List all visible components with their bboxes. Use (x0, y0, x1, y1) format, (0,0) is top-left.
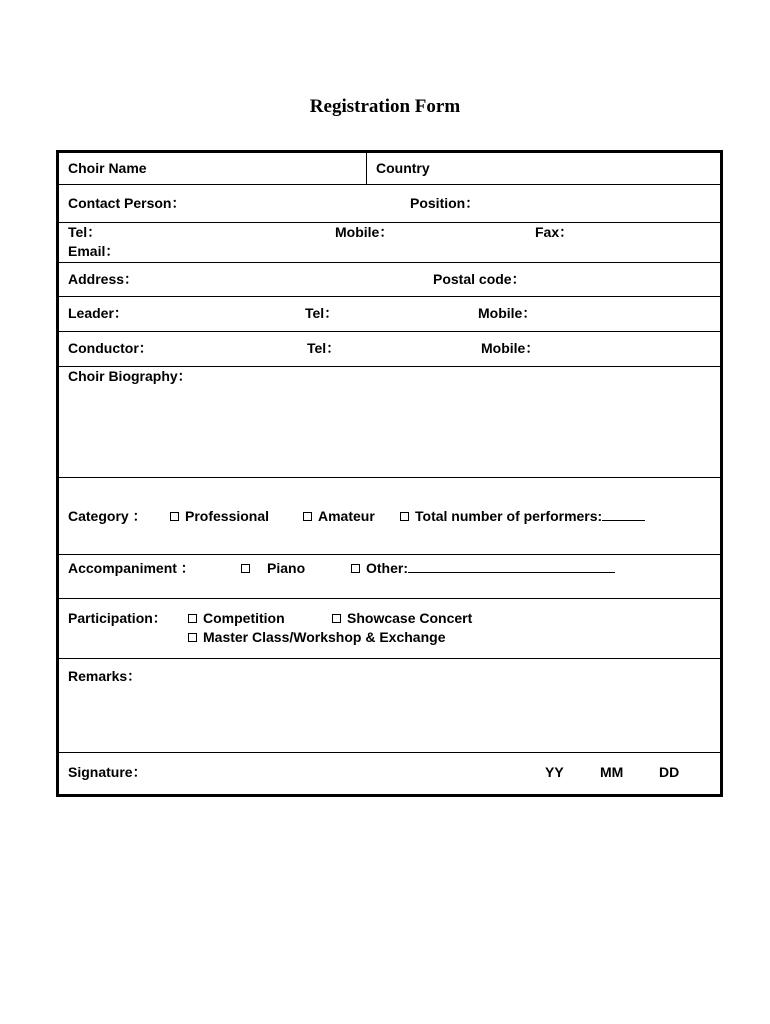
choir-name-label: Choir Name (68, 160, 147, 176)
position-label: Position： (410, 195, 480, 211)
leader-tel-label: Tel： (305, 305, 339, 321)
mobile-label: Mobile： (335, 224, 394, 240)
participation-showcase-option[interactable]: Showcase Concert (332, 610, 472, 627)
checkbox-icon[interactable] (332, 614, 341, 623)
form-table (58, 152, 721, 795)
category-amateur-option[interactable]: Amateur (303, 508, 375, 525)
remarks-label: Remarks： (68, 668, 142, 684)
participation-label: Participation： (68, 610, 167, 626)
date-day-label: DD (659, 764, 680, 780)
checkbox-icon[interactable] (170, 512, 179, 521)
category-professional-option[interactable]: Professional (170, 508, 269, 525)
checkbox-icon[interactable] (188, 614, 197, 623)
checkbox-icon[interactable] (351, 564, 360, 573)
checkbox-icon[interactable] (241, 564, 250, 573)
email-label: Email： (68, 243, 120, 259)
fax-label: Fax： (535, 224, 574, 240)
tel-label: Tel： (68, 224, 102, 240)
postal-code-label: Postal code： (433, 271, 526, 287)
choir-biography-label: Choir Biography： (68, 368, 192, 384)
checkbox-icon[interactable] (188, 633, 197, 642)
total-performers-field[interactable]: Total number of performers: (400, 508, 645, 525)
contact-person-label: Contact Person： (68, 195, 186, 211)
date-year-label: YY (545, 764, 564, 780)
accompaniment-label: Accompaniment ： (68, 560, 195, 576)
address-label: Address： (68, 271, 139, 287)
accompaniment-piano-option[interactable]: Piano (241, 560, 305, 577)
participation-competition-option[interactable]: Competition (188, 610, 285, 627)
date-month-label: MM (600, 764, 624, 780)
accompaniment-other-field[interactable]: Other: (351, 560, 615, 577)
conductor-mobile-label: Mobile： (481, 340, 540, 356)
checkbox-icon[interactable] (400, 512, 409, 521)
conductor-tel-label: Tel： (307, 340, 341, 356)
signature-label: Signature： (68, 764, 147, 780)
country-label: Country (376, 160, 430, 176)
leader-label: Leader： (68, 305, 128, 321)
checkbox-icon[interactable] (303, 512, 312, 521)
participation-masterclass-option[interactable]: Master Class/Workshop & Exchange (188, 629, 445, 646)
category-label: Category ： (68, 508, 147, 524)
leader-mobile-label: Mobile： (478, 305, 537, 321)
page-title: Registration Form (309, 96, 461, 117)
conductor-label: Conductor： (68, 340, 153, 356)
